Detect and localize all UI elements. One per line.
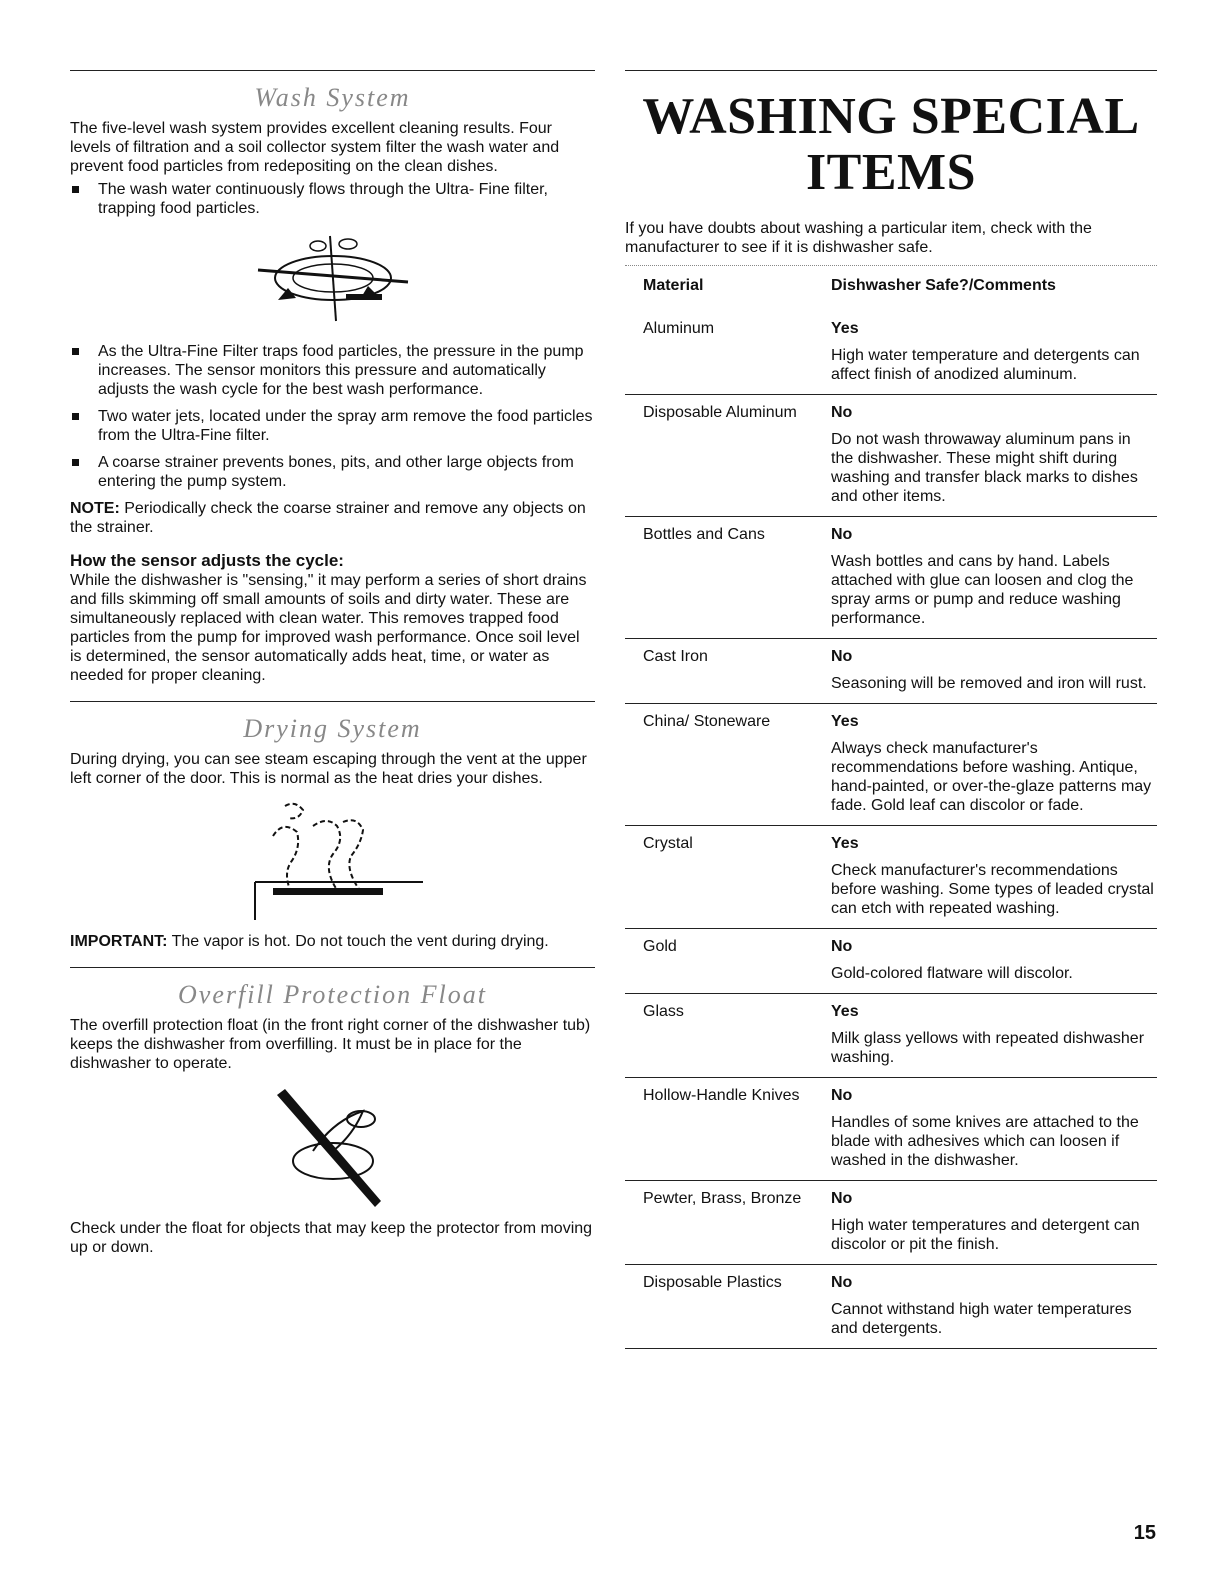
comment-cell	[831, 1265, 1157, 1349]
wash-bullet-list-2	[70, 342, 595, 491]
material-cell: Pewter, Brass, Bronze	[625, 1181, 831, 1265]
comment-cell	[831, 1078, 1157, 1181]
right-column	[625, 70, 1157, 1349]
drying-system-heading: Drying System	[243, 714, 422, 743]
header-safe: Dishwasher Safe?/Comments	[831, 277, 1056, 294]
comment-cell	[831, 311, 1157, 395]
comment-text: Do not wash throwaway aluminum pans in the dishwasher. These might shift during washing and transfer black marks to dishes and other items.	[831, 431, 1138, 505]
material-cell: Disposable Aluminum	[625, 395, 831, 517]
material-cell: China/ Stoneware	[625, 704, 831, 826]
comment-cell	[831, 517, 1157, 639]
table-row	[625, 395, 1157, 517]
verdict-text: No	[831, 648, 853, 665]
comment-text: Seasoning will be removed and iron will rust.	[831, 675, 1147, 692]
comment-text: High water temperatures and detergent can discolor or pit the finish.	[831, 1217, 1140, 1253]
material-cell: Hollow-Handle Knives	[625, 1078, 831, 1181]
table-header-row	[625, 272, 1157, 311]
comment-cell	[831, 704, 1157, 826]
comment-text: High water temperature and detergents can affect finish of anodized aluminum.	[831, 347, 1140, 383]
verdict-text: No	[831, 1087, 853, 1104]
float-drawing	[263, 1081, 403, 1211]
comment-cell	[831, 395, 1157, 517]
wash-intro-text: The five-level wash system provides excellent cleaning results. Four levels of filtration and a soil collector system filter the wash water and prevent food particles from redepositing on the clean dishes.	[70, 120, 560, 175]
filter-illustration	[248, 226, 418, 334]
comment-text: Always check manufacturer's recommendations before washing. Antique, hand-painted, or over-the-glaze patterns may fade. Gold leaf can discolor or fade.	[831, 740, 1152, 814]
table-row	[625, 311, 1157, 395]
wash-bullet-list-1	[70, 180, 595, 218]
material-cell: Disposable Plastics	[625, 1265, 831, 1349]
note-paragraph: NOTE: Periodically check the coarse strainer and remove any objects on the strainer.	[70, 500, 586, 536]
comment-text: Check manufacturer's recommendations before washing. Some types of leaded crystal can etch with repeated washing.	[831, 862, 1154, 917]
overfill-text: The overfill protection float (in the front right corner of the dishwasher tub) keeps the dishwasher from overfilling. It must be in place for the dishwasher to operate.	[70, 1017, 591, 1072]
comment-cell	[831, 639, 1157, 704]
verdict-text: No	[831, 404, 853, 421]
table-row	[625, 929, 1157, 994]
verdict-text: Yes	[831, 320, 859, 337]
verdict-text: Yes	[831, 713, 859, 730]
special-items-table	[625, 272, 1157, 1349]
table-row	[625, 1265, 1157, 1349]
verdict-text: No	[831, 1274, 853, 1291]
material-cell: Glass	[625, 994, 831, 1078]
header-material: Material	[643, 277, 704, 294]
drying-text: During drying, you can see steam escaping through the vent at the upper left corner of the door. This is normal as the heat dries your dishes.	[70, 751, 587, 787]
table-row	[625, 994, 1157, 1078]
wash-bullet: As the Ultra-Fine Filter traps food particles, the pressure in the pump increases. The sensor monitors this pressure and automatically adjusts the wash cycle for the best wash performance.	[70, 342, 595, 399]
section-divider	[625, 70, 1157, 71]
comment-cell	[831, 929, 1157, 994]
steam-drawing	[233, 796, 433, 924]
sensor-heading: How the sensor adjusts the cycle:	[70, 551, 344, 570]
table-top-rule	[625, 265, 1157, 266]
sensor-text: While the dishwasher is "sensing," it may perform a series of short drains and fills skimming off small amounts of soils and dirty water. These are simultaneously replaced with clean water. This removes trapped food particles from the pump for improved wash performance. Once soil level is determined, the sensor automatically adds heat, time, or water as needed for proper cleaning.	[70, 572, 587, 684]
table-row	[625, 639, 1157, 704]
overfill-check-text: Check under the float for objects that may keep the protector from moving up or down.	[70, 1220, 593, 1256]
material-cell: Bottles and Cans	[625, 517, 831, 639]
verdict-text: No	[831, 938, 853, 955]
comment-text: Handles of some knives are attached to the blade with adhesives which can loosen if washed in the dishwasher.	[831, 1114, 1139, 1169]
table-row	[625, 1078, 1157, 1181]
table-row	[625, 1181, 1157, 1265]
section-divider	[70, 70, 595, 71]
section-divider	[70, 967, 595, 968]
comment-cell	[831, 1181, 1157, 1265]
overfill-heading: Overfill Protection Float	[178, 980, 487, 1009]
wash-bullet: The wash water continuously flows through the Ultra- Fine filter, trapping food particles.	[70, 180, 595, 218]
important-paragraph: IMPORTANT: The vapor is hot. Do not touch the vent during drying.	[70, 933, 549, 950]
comment-text: Gold-colored flatware will discolor.	[831, 965, 1073, 982]
filter-drawing	[248, 226, 418, 334]
section-divider	[70, 701, 595, 702]
page-number: 15	[1133, 1522, 1156, 1544]
material-cell: Gold	[625, 929, 831, 994]
overfill-float-illustration	[263, 1081, 403, 1211]
comment-text: Wash bottles and cans by hand. Labels attached with glue can loosen and clog the spray arms or pump and reduce washing performance.	[831, 553, 1134, 627]
material-cell: Aluminum	[625, 311, 831, 395]
table-row	[625, 826, 1157, 929]
comment-text: Cannot withstand high water temperatures and detergents.	[831, 1301, 1132, 1337]
table-row	[625, 517, 1157, 639]
comment-cell	[831, 994, 1157, 1078]
material-cell: Crystal	[625, 826, 831, 929]
wash-bullet: A coarse strainer prevents bones, pits, and other large objects from entering the pump system.	[70, 453, 595, 491]
verdict-text: No	[831, 526, 853, 543]
intro-text: If you have doubts about washing a particular item, check with the manufacturer to see if it is dishwasher safe.	[625, 220, 1092, 256]
steam-vent-illustration	[233, 796, 433, 924]
wash-bullet: Two water jets, located under the spray arm remove the food particles from the Ultra-Fine filter.	[70, 407, 595, 445]
verdict-text: No	[831, 1190, 853, 1207]
verdict-text: Yes	[831, 1003, 859, 1020]
left-column	[70, 70, 595, 1257]
material-cell: Cast Iron	[625, 639, 831, 704]
page-title: WASHING SPECIAL ITEMS	[642, 88, 1140, 201]
verdict-text: Yes	[831, 835, 859, 852]
comment-text: Milk glass yellows with repeated dishwasher washing.	[831, 1030, 1145, 1066]
comment-cell	[831, 826, 1157, 929]
table-row	[625, 704, 1157, 826]
wash-system-heading: Wash System	[254, 83, 411, 112]
